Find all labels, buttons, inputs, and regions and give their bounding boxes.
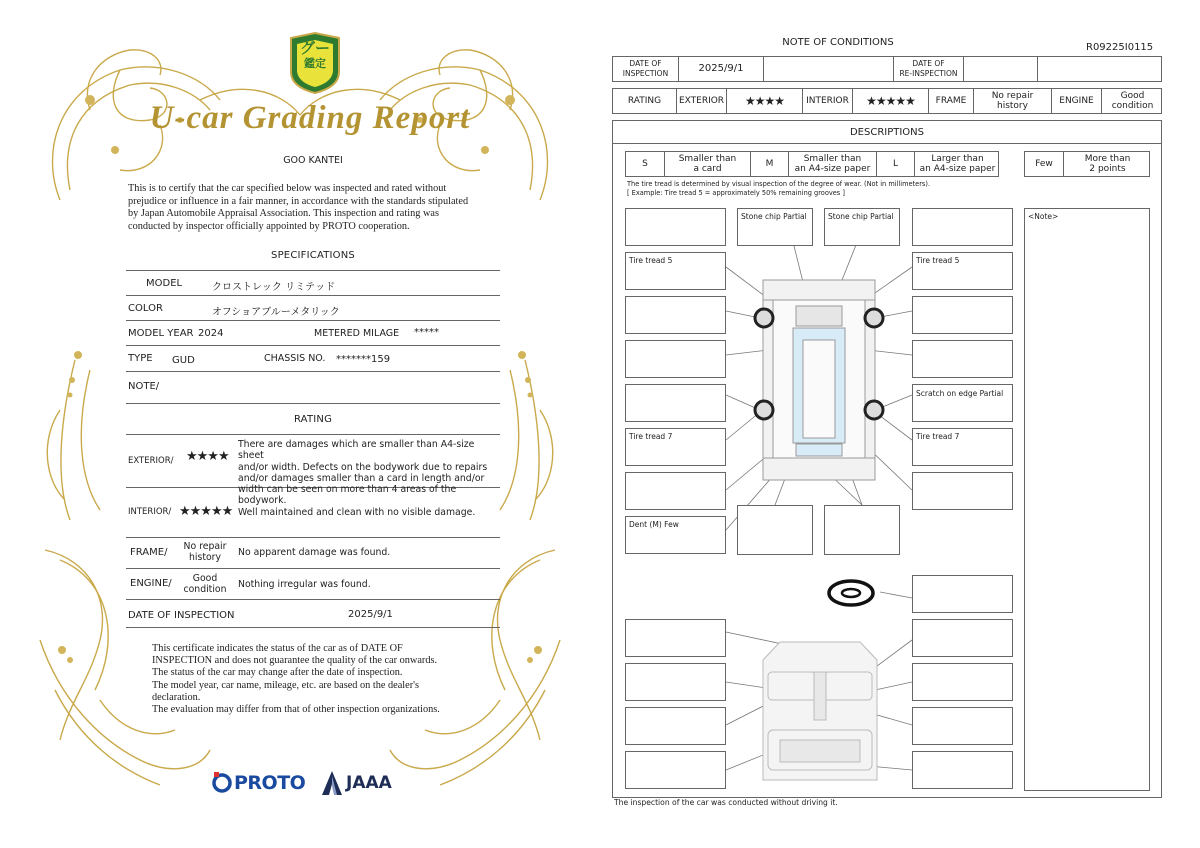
legend-line: Smaller than — [678, 154, 737, 164]
footer-line: This certificate indicates the status of the car as of DATE OF — [152, 643, 403, 654]
legend-m: M — [750, 152, 788, 176]
interior-stars: ★★★★★ — [852, 89, 928, 113]
label-line: DATE OF — [912, 59, 945, 68]
exterior-stars: ★★★★ — [726, 89, 802, 113]
footer-line: The status of the car may change after the date of inspection. — [152, 667, 403, 679]
frame-label: FRAME — [928, 89, 973, 113]
legend-line: 2 points — [1089, 164, 1126, 174]
rating-row-frame — [126, 538, 500, 569]
engine-value-line: Good — [192, 573, 218, 584]
spec-row-type — [126, 346, 500, 372]
remark-box — [912, 663, 1013, 701]
remark-box-dent — [625, 516, 726, 554]
remark-box-stone-chip-1 — [737, 208, 813, 246]
value-line: Good — [1120, 91, 1145, 101]
rating-row-exterior — [126, 435, 500, 507]
badge-bottom-text: 鑑定 — [304, 57, 326, 70]
label-line: DATE OF — [629, 59, 662, 68]
exterior-stars: ★★★★ — [186, 449, 229, 464]
remark-box — [625, 663, 726, 701]
remark-box-stone-chip-2 — [824, 208, 900, 246]
jaaa-logo-icon — [320, 770, 344, 796]
proto-logo-text: PROTO — [234, 772, 306, 794]
remark-box-tire-front-left — [625, 252, 726, 290]
remark-box — [912, 208, 1013, 246]
frame-label: FRAME/ — [130, 547, 168, 558]
remark-box — [625, 340, 726, 378]
remark-box — [912, 340, 1013, 378]
remark-box — [912, 751, 1013, 789]
remark-text: Tire tread 5 — [629, 256, 673, 265]
report-subtitle: GOO KANTEI — [283, 155, 343, 166]
legend-s: S — [642, 159, 648, 169]
frame-value — [178, 541, 232, 563]
interior-label: INTERIOR/ — [128, 507, 172, 517]
intro-line: This is to certify that the car specified below was inspected and rated without — [128, 183, 447, 194]
remark-box — [912, 296, 1013, 334]
rating-row-engine — [126, 569, 500, 600]
engine-label: ENGINE — [1051, 89, 1101, 113]
remark-box — [912, 472, 1013, 510]
remark-box — [912, 707, 1013, 745]
remark-box — [625, 707, 726, 745]
remark-text: Tire tread 5 — [916, 256, 960, 265]
remark-box — [625, 619, 726, 657]
remark-box-tire-rear-left — [625, 428, 726, 466]
legend-line: Smaller than — [803, 154, 862, 164]
note-of-conditions — [600, 0, 1200, 848]
model-value: クロストレック リミテッド — [212, 282, 336, 293]
model-year-value: 2024 — [198, 328, 224, 339]
engine-value-line: condition — [183, 584, 227, 595]
chassis-label: CHASSIS NO. — [264, 353, 326, 364]
milage-value: ***** — [414, 327, 439, 338]
remark-box — [737, 505, 813, 555]
exterior-text-line: width can be seen on more than 4 areas of the bodywork. — [238, 484, 457, 507]
descriptions-title: DESCRIPTIONS — [612, 120, 1162, 144]
type-value: GUD — [172, 355, 195, 366]
exterior-text-line: and/or width. Defects on the bodywork due to repairs — [238, 461, 488, 473]
exterior-text-line: There are damages which are smaller than A4-size sheet — [238, 439, 475, 462]
remark-text: Tire tread 7 — [629, 432, 673, 441]
intro-line: conducted by inspector officially appointed by PROTO cooperation. — [128, 220, 410, 232]
remark-box-tire-front-right — [912, 252, 1013, 290]
remark-box — [625, 472, 726, 510]
remark-text: Dent (M) Few — [629, 520, 679, 529]
value-line: condition — [1111, 101, 1154, 111]
interior-label: INTERIOR — [802, 89, 852, 113]
label-line: INSPECTION — [622, 69, 669, 78]
remark-box — [625, 384, 726, 422]
steering-wheel-icon — [829, 581, 873, 605]
legend-line: an A4-size paper — [919, 164, 996, 174]
remark-box — [824, 505, 900, 555]
value-line: No repair — [991, 91, 1034, 101]
legend-line: an A4-size paper — [794, 164, 871, 174]
footer-line: The model year, car name, mileage, etc. are based on the dealer's — [152, 679, 420, 691]
inspection-date-label: DATE OF INSPECTION — [128, 610, 235, 621]
frame-text: No apparent damage was found. — [238, 547, 391, 558]
date-of-inspection-value: 2025/9/1 — [678, 57, 763, 81]
intro-line: prejudice or influence in a fair manner, in accordance with the standards stipulated — [128, 195, 469, 207]
exterior-label: EXTERIOR/ — [128, 456, 174, 466]
remark-box — [625, 208, 726, 246]
spec-row-color — [126, 296, 500, 321]
report-title: U-car Grading Report — [149, 100, 471, 136]
legend-line: a card — [693, 164, 722, 174]
label-line: RE-INSPECTION — [899, 69, 958, 78]
remark-box-tire-rear-right — [912, 428, 1013, 466]
remark-box — [912, 619, 1013, 657]
conditions-footer: The inspection of the car was conducted without driving it. — [614, 798, 838, 807]
engine-value — [178, 573, 232, 595]
milage-label: METERED MILAGE — [314, 328, 400, 339]
remark-text: Stone chip Partial — [828, 212, 894, 221]
inspection-date-value: 2025/9/1 — [348, 609, 393, 620]
note-label: NOTE/ — [128, 381, 160, 392]
footer-line: declaration. — [152, 691, 201, 703]
rating-title: RATING — [293, 414, 333, 425]
footer-line: INSPECTION and does not guarantee the quality of the car onwards. — [152, 655, 438, 667]
type-label: TYPE — [128, 353, 153, 364]
remark-box — [625, 751, 726, 789]
intro-line: by Japan Automobile Appraisal Association. This inspection and rating was — [128, 208, 439, 219]
legend-line: Larger than — [931, 154, 984, 164]
inspection-date-row — [126, 600, 500, 628]
conditions-title: NOTE OF CONDITIONS — [782, 37, 894, 48]
remark-box — [625, 296, 726, 334]
note-line: The tire tread is determined by visual inspection of the degree of wear. (Not in millimeters). — [627, 180, 931, 188]
engine-label: ENGINE/ — [130, 578, 172, 589]
certificate-footer — [152, 643, 440, 716]
specifications-title: SPECIFICATIONS — [271, 250, 355, 261]
remark-text: Tire tread 7 — [916, 432, 960, 441]
color-value: オフショアブルーメタリック — [212, 307, 340, 318]
frame-value-line: No repair — [183, 541, 227, 552]
interior-text: Well maintained and clean with no visible damage. — [238, 507, 476, 518]
jaaa-logo-text: JAAA — [346, 773, 392, 793]
frame-value-line: history — [189, 552, 221, 563]
engine-text: Nothing irregular was found. — [238, 579, 371, 590]
note-label: <Note> — [1028, 212, 1059, 221]
proto-logo-icon — [212, 772, 234, 794]
model-year-label: MODEL YEAR — [128, 328, 194, 339]
legend-few: Few — [1035, 159, 1053, 169]
remark-text: Scratch on edge Partial — [916, 389, 1004, 398]
value-line: history — [997, 101, 1028, 111]
rating-row-interior — [126, 488, 500, 538]
footer-line: The evaluation may differ from that of other inspection organizations. — [152, 704, 440, 716]
model-label: MODEL — [146, 278, 183, 289]
remark-text: Stone chip Partial — [741, 212, 807, 221]
certificate-intro — [128, 183, 468, 233]
report-number: R09225I0115 — [1086, 42, 1154, 53]
legend-l: L — [876, 152, 914, 176]
exterior-label: EXTERIOR — [676, 89, 726, 113]
spec-row-year — [126, 321, 500, 346]
rating-label: RATING — [627, 96, 662, 106]
remark-box-scratch — [912, 384, 1013, 422]
badge-top-text: グー — [299, 39, 330, 57]
legend-line: More than — [1084, 154, 1131, 164]
remark-box-steering — [912, 575, 1013, 613]
note-box — [1024, 208, 1150, 791]
interior-stars: ★★★★★ — [179, 504, 233, 519]
exterior-text-line: and/or damages smaller than a card in length and/or — [238, 472, 485, 484]
chassis-value: *******159 — [336, 354, 391, 365]
spec-row-note — [126, 372, 500, 404]
color-label: COLOR — [128, 303, 163, 314]
spec-row-model — [126, 271, 500, 296]
note-line: [ Example: Tire tread 5 = approximately 50% remaining grooves ] — [627, 189, 845, 197]
